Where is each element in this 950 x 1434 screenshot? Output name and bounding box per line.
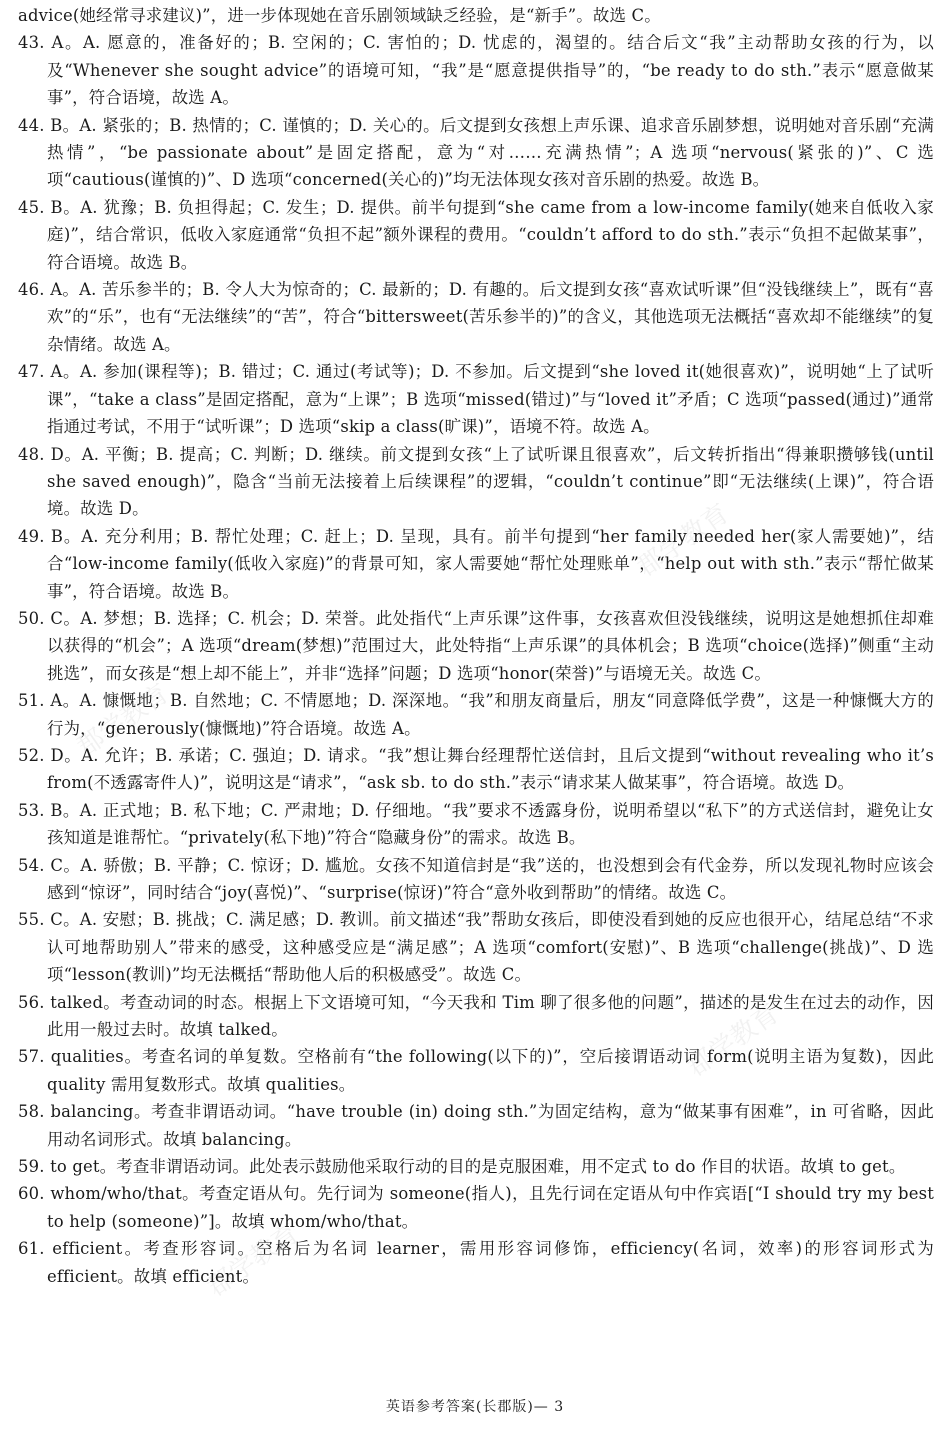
watermark: 郡学教育	[682, 998, 785, 1083]
answer-item: 45. B。A. 犹豫；B. 负担得起；C. 发生；D. 提供。前半句提到“she came from a low-income family(她来自低收入家庭)”，结合常识，低收入家庭通常“负担不起”额外课程的费用。“couldn’t afford to do sth.”表示“负担不起做某事”，符合语境。故选 B。	[18, 197, 934, 272]
answer-item: 49. B。A. 充分利用；B. 帮忙处理；C. 赶上；D. 呈现，具有。前半句提到“her family needed her(家人需要她)”，结合“low-income family(低收入家庭)”的背景可知，家人需要她“帮忙处理账单”，“help out with sth.”表示“帮忙做某事”，符合语境。故选 B。	[18, 526, 934, 601]
answer-item: advice(她经常寻求建议)”，进一步体现她在音乐剧领域缺乏经验，是“新手”。故选 C。	[18, 6, 661, 25]
answer-item: 61. efficient。考查形容词。空格后为名词 learner，需用形容词修饰，efficiency(名词，效率)的形容词形式为 efficient。故填 efficient。	[18, 1239, 934, 1286]
answer-item: 53. B。A. 正式地；B. 私下地；C. 严肃地；D. 仔细地。“我”要求不透露身份，说明希望以“私下”的方式送信封，避免让女孩知道是谁帮忙。“privately(私下地)”符合“隐藏身份”的需求。故选 B。	[18, 800, 934, 848]
answer-explanations	[18, 2, 934, 1290]
answer-item: 60. whom/who/that。考查定语从句。先行词为 someone(指人)，且先行词在定语从句中作宾语[“I should try my best to help (someone)”]。故填 whom/who/that。	[18, 1184, 934, 1231]
answer-item: 56. talked。考查动词的时态。根据上下文语境可知，“今天我和 Tim 聊了很多他的问题”，描述的是发生在过去的动作，因此用一般过去时。故填 talked。	[18, 992, 934, 1040]
watermark: 郡学教育	[632, 498, 735, 583]
answer-item: 44. B。A. 紧张的；B. 热情的；C. 谨慎的；D. 关心的。后文提到女孩想上声乐课、追求音乐剧梦想，说明她对音乐剧“充满热情”，“be passionate about”是固定搭配，意为“对……充满热情”；A 选项“nervous(紧张的)”、C 选项“cautious(谨慎的)”、D 选项“concerned(关心的)”均无法体现女孩对音乐剧的热爱。故选 B。	[18, 115, 934, 190]
answer-item: 58. balancing。考查非谓语动词。“have trouble (in) doing sth.”为固定结构，意为“做某事有困难”，in 可省略，因此用动名词形式。故填 balancing。	[18, 1102, 934, 1149]
answer-item: 54. C。A. 骄傲；B. 平静；C. 惊讶；D. 尴尬。女孩不知道信封是“我”送的，也没想到会有代金券，所以发现礼物时应该会感到“惊讶”，同时结合“joy(喜悦)”、“surprise(惊讶)”符合“意外收到帮助”的情绪。故选 C。	[18, 855, 934, 902]
answer-item: 50. C。A. 梦想；B. 选择；C. 机会；D. 荣誉。此处指代“上声乐课”这件事，女孩喜欢但没钱继续，说明这是她想抓住却难以获得的“机会”；A 选项“dream(梦想)”范围过大，此处特指“上声乐课”的具体机会；B 选项“choice(选择)”侧重“主动挑选”，而女孩是“想上却不能上”，并非“选择”问题；D 选项“honor(荣誉)”与语境无关。故选 C。	[18, 608, 934, 683]
answer-item: 55. C。A. 安慰；B. 挑战；C. 满足感；D. 教训。前文描述“我”帮助女孩后，即使没看到她的反应也很开心，结尾总结“不求认可地帮助别人”带来的感受，这种感受应是“满足感”；A 选项“comfort(安慰)”、B 选项“challenge(挑战)”、D 选项“lesson(教训)”均无法概括“帮助他人后的积极感受”。故选 C。	[18, 910, 934, 985]
answer-item: 52. D。A. 允许；B. 承诺；C. 强迫；D. 请求。“我”想让舞台经理帮忙送信封，且后文提到“without revealing who it’s from(不透露寄件人)”，说明这是“请求”，“ask sb. to do sth.”表示“请求某人做某事”，符合语境。故选 D。	[18, 745, 934, 793]
answer-item: 47. A。A. 参加(课程等)；B. 错过；C. 通过(考试等)；D. 不参加。后文提到“she loved it(她很喜欢)”，说明她“上了试听课”，“take a class”是固定搭配，意为“上课”；B 选项“missed(错过)”与“loved it”矛盾；C 选项“passed(通过)”通常指通过考试，不用于“试听课”；D 选项“skip a class(旷课)”，语境不符。故选 A。	[18, 362, 934, 437]
watermark: 郡学教育	[202, 1218, 305, 1303]
answer-item: 59. to get。考查非谓语动词。此处表示鼓励他采取行动的目的是克服困难，用不定式 to do 作目的状语。故填 to get。	[18, 1157, 906, 1177]
answer-item: 51. A。A. 慷慨地；B. 自然地；C. 不情愿地；D. 深深地。“我”和朋友商量后，朋友“同意降低学费”，这是一种慷慨大方的行为，“generously(慷慨地)”符合语境。故选 A。	[18, 691, 934, 738]
answer-item: 48. D。A. 平衡；B. 提高；C. 判断；D. 继续。前文提到女孩“上了试听课且很喜欢”，后文转折指出“得兼职攒够钱(until she saved enough)”，隐含“当前无法接着上后续课程”的逻辑，“couldn’t continue”即“无法继续(上课)”，符合语境。故选 D。	[18, 444, 934, 519]
answer-item: 57. qualities。考查名词的单复数。空格前有“the following(以下的)”，空后接谓语动词 form(说明主语为复数)，因此 quality 需用复数形式。故填 qualities。	[18, 1047, 934, 1094]
page-footer: 英语参考答案(长郡版)— 3	[385, 1399, 565, 1415]
answer-item: 43. A。A. 愿意的，准备好的；B. 空闲的；C. 害怕的；D. 忧虑的，渴望的。结合后文“我”主动帮助女孩的行为，以及“Whenever she sought advice”的语境可知，“我”是“愿意提供指导”的，“be ready to do sth.”表示“愿意做某事”，符合语境，故选 A。	[18, 33, 934, 108]
watermark: 郡学教育	[72, 678, 175, 763]
answer-item: 46. A。A. 苦乐参半的；B. 令人大为惊奇的；C. 最新的；D. 有趣的。后文提到女孩“喜欢试听课”但“没钱继续上”，既有“喜欢”的“乐”，也有“无法继续”的“苦”，符合“bittersweet(苦乐参半的)”的含义，其他选项无法概括“喜欢却不能继续”的复杂情绪。故选 A。	[18, 280, 934, 354]
